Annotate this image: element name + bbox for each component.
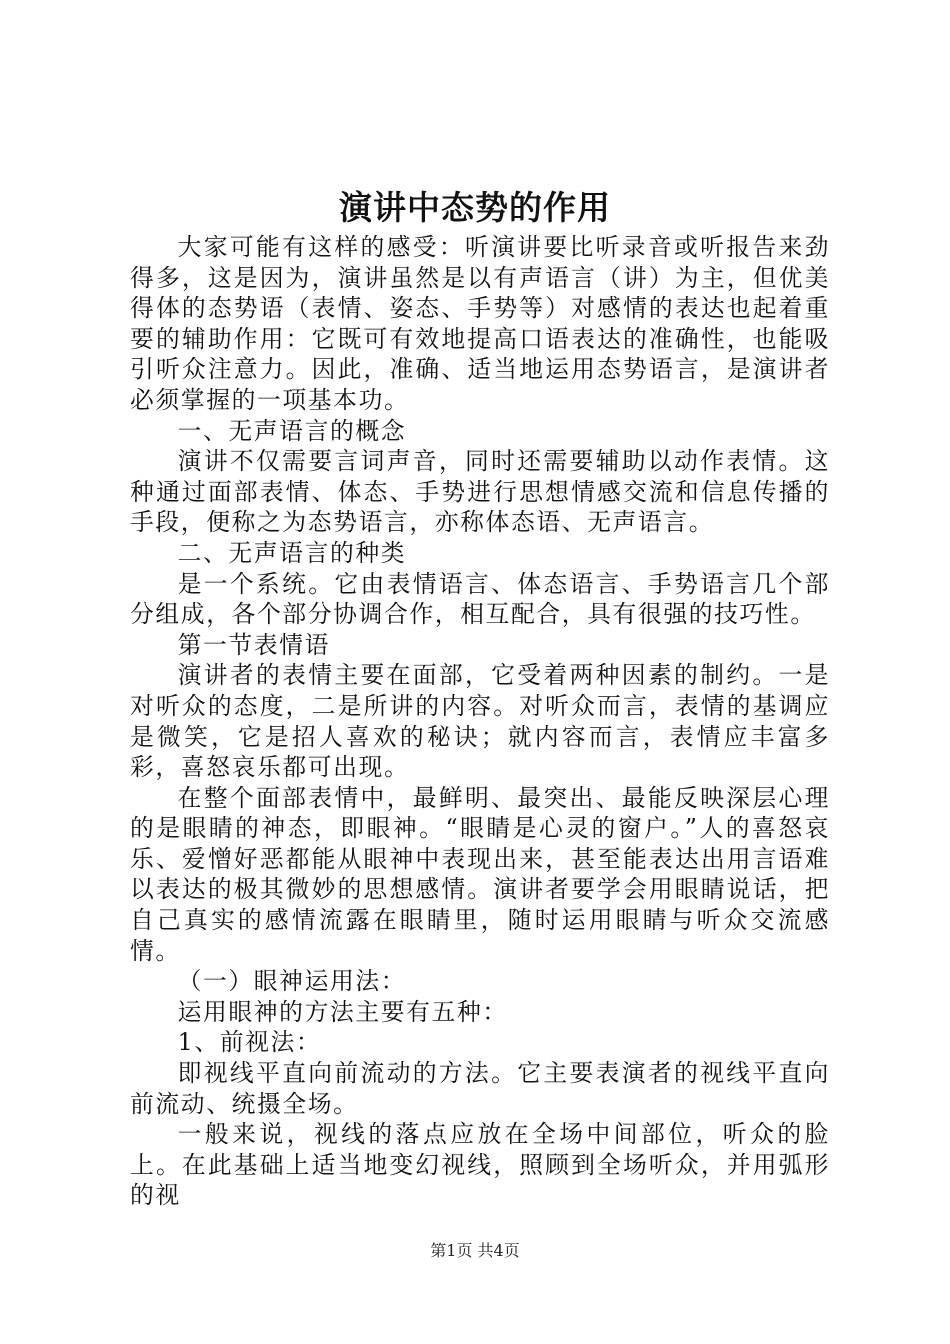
section-heading: 二、无声语言的种类 xyxy=(177,538,407,567)
paragraph: 即视线平直向前流动的方法。它主要表演者的视线平直向前流动、统摄全场。 xyxy=(130,1059,830,1118)
paragraph: 在整个面部表情中，最鲜明、最突出、最能反映深层心理的是眼睛的神态，即眼神。“眼睛是心灵的窗户。”人的喜怒哀乐、爱憎好恶都能从眼神中表现出来，甚至能表达出用言语难以表达的极其微妙的思想感情。演讲者要学会用眼睛说话，把自己真实的感情流露在眼睛里，随时运用眼睛与听众交流感情。 xyxy=(130,783,830,965)
paragraph: 演讲者的表情主要在面部，它受着两种因素的制约。一是对听众的态度，二是所讲的内容。对听众而言，表情的基调应是微笑，它是招人喜欢的秘诀；就内容而言，表情应丰富多彩，喜怒哀乐都可出现。 xyxy=(130,661,830,782)
paragraph: 运用眼神的方法主要有五种： xyxy=(177,997,508,1026)
document-body xyxy=(130,232,830,1211)
paragraph: 是一个系统。它由表情语言、体态语言、手势语言几个部分组成，各个部分协调合作，相互配合，具有很强的技巧性。 xyxy=(130,569,830,629)
paragraph: 演讲不仅需要言词声音，同时还需要辅助以动作表情。这种通过面部表情、体态、手势进行思想情感交流和信息传播的手段，便称之为态势语言，亦称体态语、无声语言。 xyxy=(130,447,830,537)
page-footer: 第1页 共4页 xyxy=(430,1241,520,1260)
section-heading: 一、无声语言的概念 xyxy=(177,416,407,445)
section-heading: 第一节表情语 xyxy=(177,630,330,659)
document-title: 演讲中态势的作用 xyxy=(339,188,611,227)
paragraph: 大家可能有这样的感受：听演讲要比听录音或听报告来劲得多，这是因为，演讲虽然是以有声语言（讲）为主，但优美得体的态势语（表情、姿态、手势等）对感情的表达也起着重要的辅助作用：它既可有效地提高口语表达的准确性，也能吸引听众注意力。因此，准确、适当地运用态势语言，是演讲者必须掌握的一项基本功。 xyxy=(130,233,830,414)
subsection-heading: 1、前视法： xyxy=(177,1028,322,1057)
subsection-heading: （一）眼神运用法： xyxy=(177,967,407,996)
paragraph: 一般来说，视线的落点应放在全场中间部位，听众的脸上。在此基础上适当地变幻视线，照顾到全场听众，并用弧形的视 xyxy=(130,1120,830,1210)
